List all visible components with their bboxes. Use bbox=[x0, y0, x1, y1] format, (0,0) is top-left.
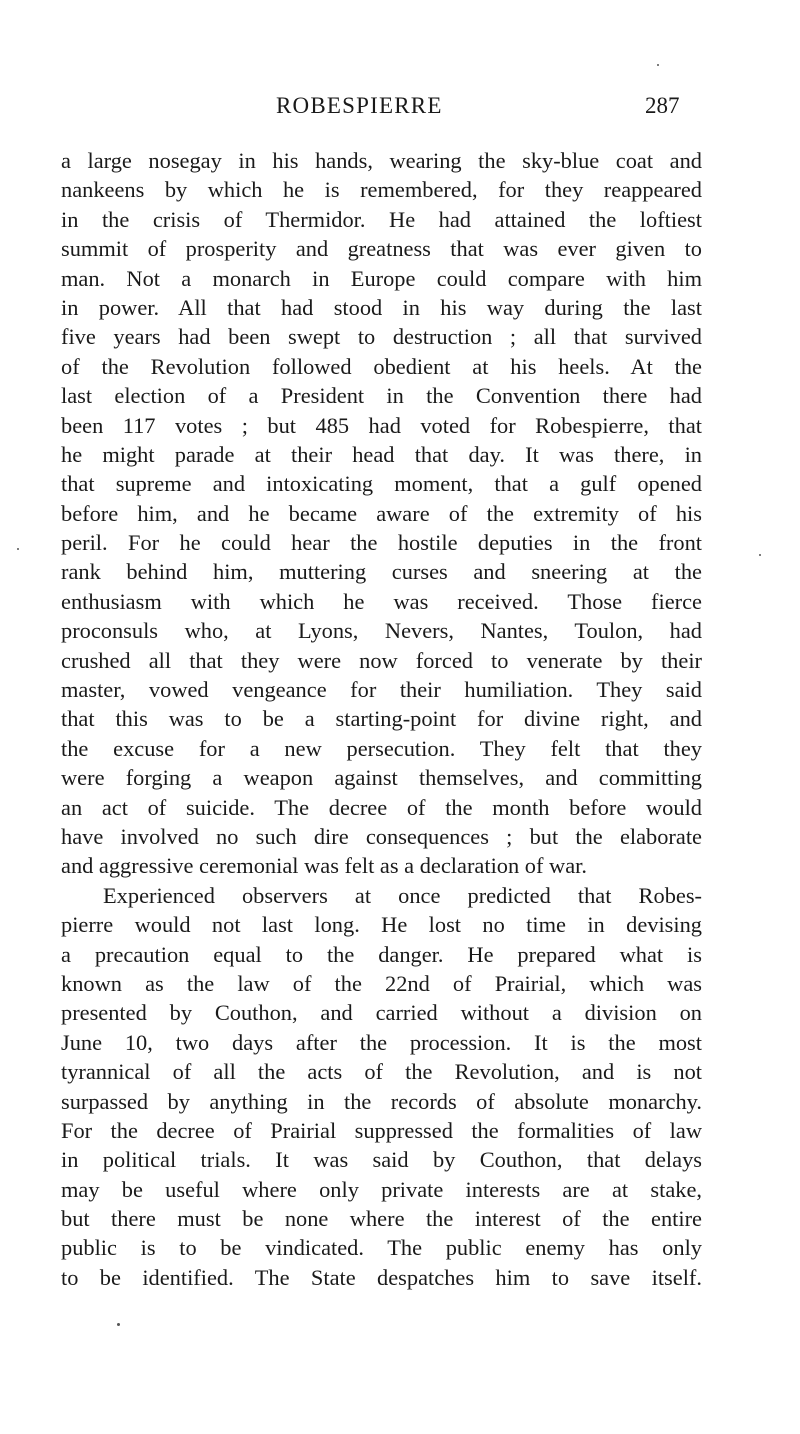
text-line: last election of a President in the Convention there had bbox=[61, 383, 702, 409]
text-line: enthusiasm with which he was received. Those fierce bbox=[61, 588, 702, 614]
text-line: have involved no such dire consequences ; but the elaborate bbox=[61, 823, 702, 849]
text-line: a large nosegay in his hands, wearing the sky-blue coat and bbox=[61, 148, 702, 173]
text-line: that supreme and intoxicating moment, that a gulf opened bbox=[61, 471, 702, 497]
text-line: For the decree of Prairial suppressed the formalities of law bbox=[61, 1117, 702, 1143]
text-line: of the Revolution followed obedient at his heels. At the bbox=[61, 353, 702, 379]
text-line: a precaution equal to the danger. He prepared what is bbox=[61, 941, 702, 967]
text-line: nankeens by which he is remembered, for they reappeared bbox=[61, 177, 702, 203]
text-line: were forging a weapon against themselves, and committing bbox=[61, 765, 702, 791]
scan-speck bbox=[17, 548, 19, 550]
text-line: man. Not a monarch in Europe could compare with him bbox=[61, 265, 702, 291]
scan-speck bbox=[117, 1323, 120, 1326]
text-line: crushed all that they were now forced to venerate by their bbox=[61, 647, 702, 673]
text-line: rank behind him, muttering curses and sneering at the bbox=[61, 559, 702, 585]
text-line: surpassed by anything in the records of absolute monarchy. bbox=[61, 1088, 702, 1114]
text-line: peril. For he could hear the hostile deputies in the front bbox=[61, 530, 702, 556]
text-line: public is to be vindicated. The public enemy has only bbox=[61, 1235, 702, 1261]
text-line: master, vowed vengeance for their humiliation. They said bbox=[61, 677, 702, 703]
text-line: pierre would not last long. He lost no time in devising bbox=[61, 912, 702, 938]
scan-speck bbox=[657, 64, 659, 66]
page-number: 287 bbox=[645, 93, 680, 118]
text-line: an act of suicide. The decree of the month before would bbox=[61, 794, 702, 820]
text-line: in political trials. It was said by Couthon, that delays bbox=[61, 1147, 702, 1173]
text-line: five years had been swept to destruction ; all that survived bbox=[61, 324, 702, 350]
text-line: in the crisis of Thermidor. He had attained the loftiest bbox=[61, 206, 702, 232]
text-line: to be identified. The State despatches him to save itself. bbox=[61, 1264, 702, 1290]
text-line: been 117 votes ; but 485 had voted for Robespierre, that bbox=[61, 412, 702, 438]
scan-speck bbox=[759, 554, 761, 556]
text-line: may be useful where only private interests are at stake, bbox=[61, 1176, 702, 1202]
paragraph-end-line: and aggressive ceremonial was felt as a declaration of war. bbox=[61, 853, 587, 879]
text-line: June 10, two days after the procession. It is the most bbox=[61, 1029, 702, 1055]
text-line: he might parade at their head that day. It was there, in bbox=[61, 441, 702, 467]
text-line: the excuse for a new persecution. They felt that they bbox=[61, 735, 702, 761]
text-line: in power. All that had stood in his way during the last bbox=[61, 294, 702, 320]
text-line: summit of prosperity and greatness that was ever given to bbox=[61, 236, 702, 262]
text-line: before him, and he became aware of the extremity of his bbox=[61, 500, 702, 526]
text-line: but there must be none where the interest of the entire bbox=[61, 1206, 702, 1232]
paragraph-start-line: Experienced observers at once predicted that Robes- bbox=[103, 882, 702, 908]
body-text bbox=[61, 146, 702, 1292]
text-line: tyrannical of all the acts of the Revolution, and is not bbox=[61, 1059, 702, 1085]
text-line: that this was to be a starting-point for divine right, and bbox=[61, 706, 702, 732]
running-title: ROBESPIERRE bbox=[276, 93, 443, 118]
text-line: known as the law of the 22nd of Prairial, which was bbox=[61, 970, 702, 996]
text-line: proconsuls who, at Lyons, Nevers, Nantes, Toulon, had bbox=[61, 618, 702, 644]
text-line: presented by Couthon, and carried without a division on bbox=[61, 1000, 702, 1026]
